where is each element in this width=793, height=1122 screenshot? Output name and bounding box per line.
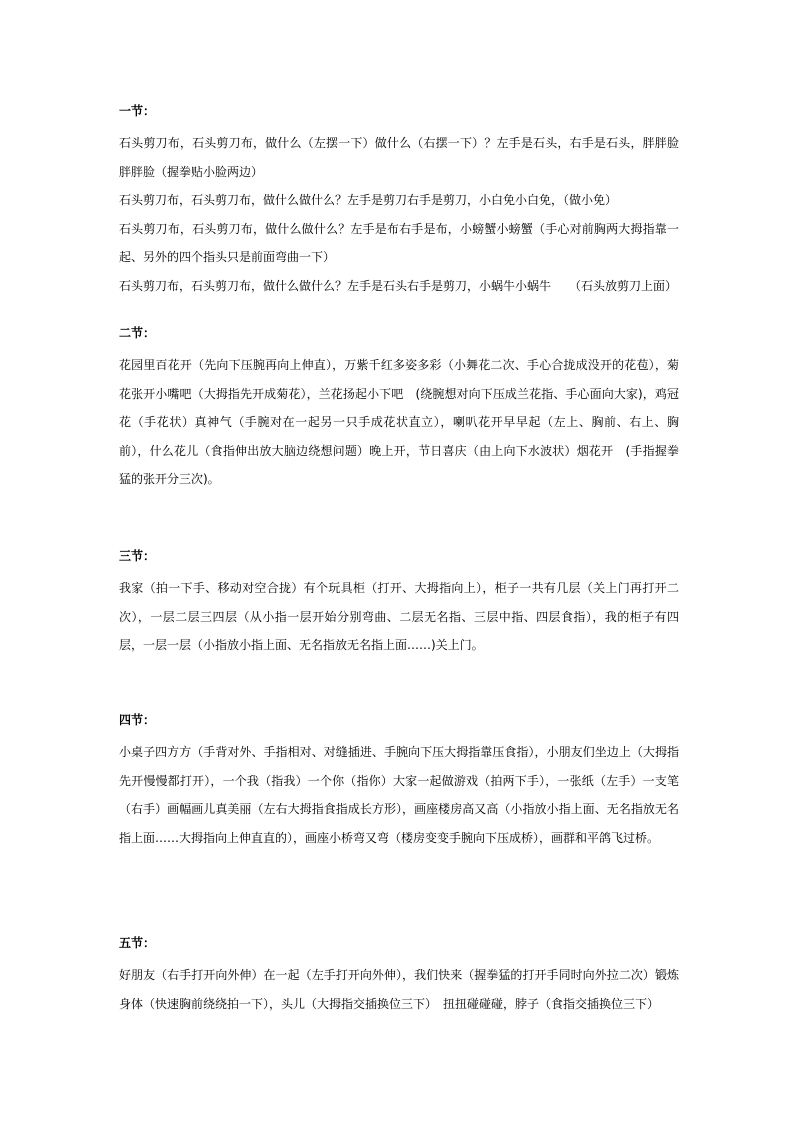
section-2: [119, 325, 679, 494]
section-5: [119, 935, 679, 1018]
section-3: [119, 548, 679, 660]
paragraph: 石头剪刀布，石头剪刀布，做什么做什么？左手是布右手是布，小螃蟹小螃蟹（手心对前胸两大拇指靠一起、另外的四个指头只是前面弯曲一下）: [119, 221, 679, 265]
section-heading: 二节：: [119, 326, 156, 340]
section-4: [119, 712, 679, 852]
paragraph: 我家（拍一下手、移动对空合拢）有个玩具柜（打开、大拇指向上），柜子一共有几层（关上门再打开二次），一层二层三四层（从小指一层开始分别弯曲、二层无名指、三层中指、四层食指），我的柜子有四层，一层一层（小指放小指上面、无名指放无名指上面……)关上门。: [119, 581, 679, 653]
section-heading: 四节：: [119, 713, 156, 727]
paragraph: 石头剪刀布，石头剪刀布，做什么做什么？左手是剪刀右手是剪刀，小白免小白免，（做小免）: [119, 193, 618, 208]
paragraph: 好朋友（右手打开向外伸）在一起（左手打开向外伸），我们快来（握拳猛的打开手同时向外拉二次）锻炼身体（快速胸前绕绕拍一下），头儿（大拇指交插换位三下） 扭扭碰碰碰，脖子（食指交插换位三下）: [119, 968, 679, 1011]
section-heading: 五节：: [119, 936, 156, 950]
paragraph: 石头剪刀布，石头剪刀布，做什么（左摆一下）做什么（右摆一下）？左手是石头，右手是石头，胖胖脸胖胖脸（握拳贴小脸两边）: [119, 136, 679, 179]
section-1: [119, 103, 679, 301]
section-heading: 一节：: [119, 104, 156, 118]
paragraph: 小桌子四方方（手背对外、手指相对、对缝插进、手腕向下压大拇指靠压食指），小朋友们坐边上（大拇指先开慢慢都打开），一个我（指我）一个你（指你）大家一起做游戏（拍两下手），一张纸（左手）一支笔（右手）画幅画儿真美丽（左右大拇指食指成长方形），画座楼房高又高（小指放小指上面、无名指放无名指上面……大拇指向上伸直直的），画座小桥弯又弯（楼房变变手腕向下压成桥），画群和平鸽飞过桥。: [119, 745, 679, 845]
paragraph: 石头剪刀布，石头剪刀布，做什么做什么？左手是石头右手是剪刀，小蜗牛小蜗牛 （石头放剪刀上面）: [119, 278, 678, 293]
paragraph: 花园里百花开（先向下压腕再向上伸直），万紫千红多姿多彩（小舞花二次、手心合拢成没开的花苞），菊花张开小嘴吧（大拇指先开成菊花），兰花扬起小下吧 (绕腕想对向下压成兰花指、手心面向大家)，鸡冠花（手花状）真神气（手腕对在一起另一只手成花状直立），喇叭花开早早起（左上、胸前、右上、胸前），什么花儿（食指伸出放大脑边绕想问题）晚上开，节日喜庆（由上向下水波状）烟花开 (手指握拳猛的张开分三次)。: [119, 358, 679, 487]
section-heading: 三节：: [119, 549, 156, 563]
